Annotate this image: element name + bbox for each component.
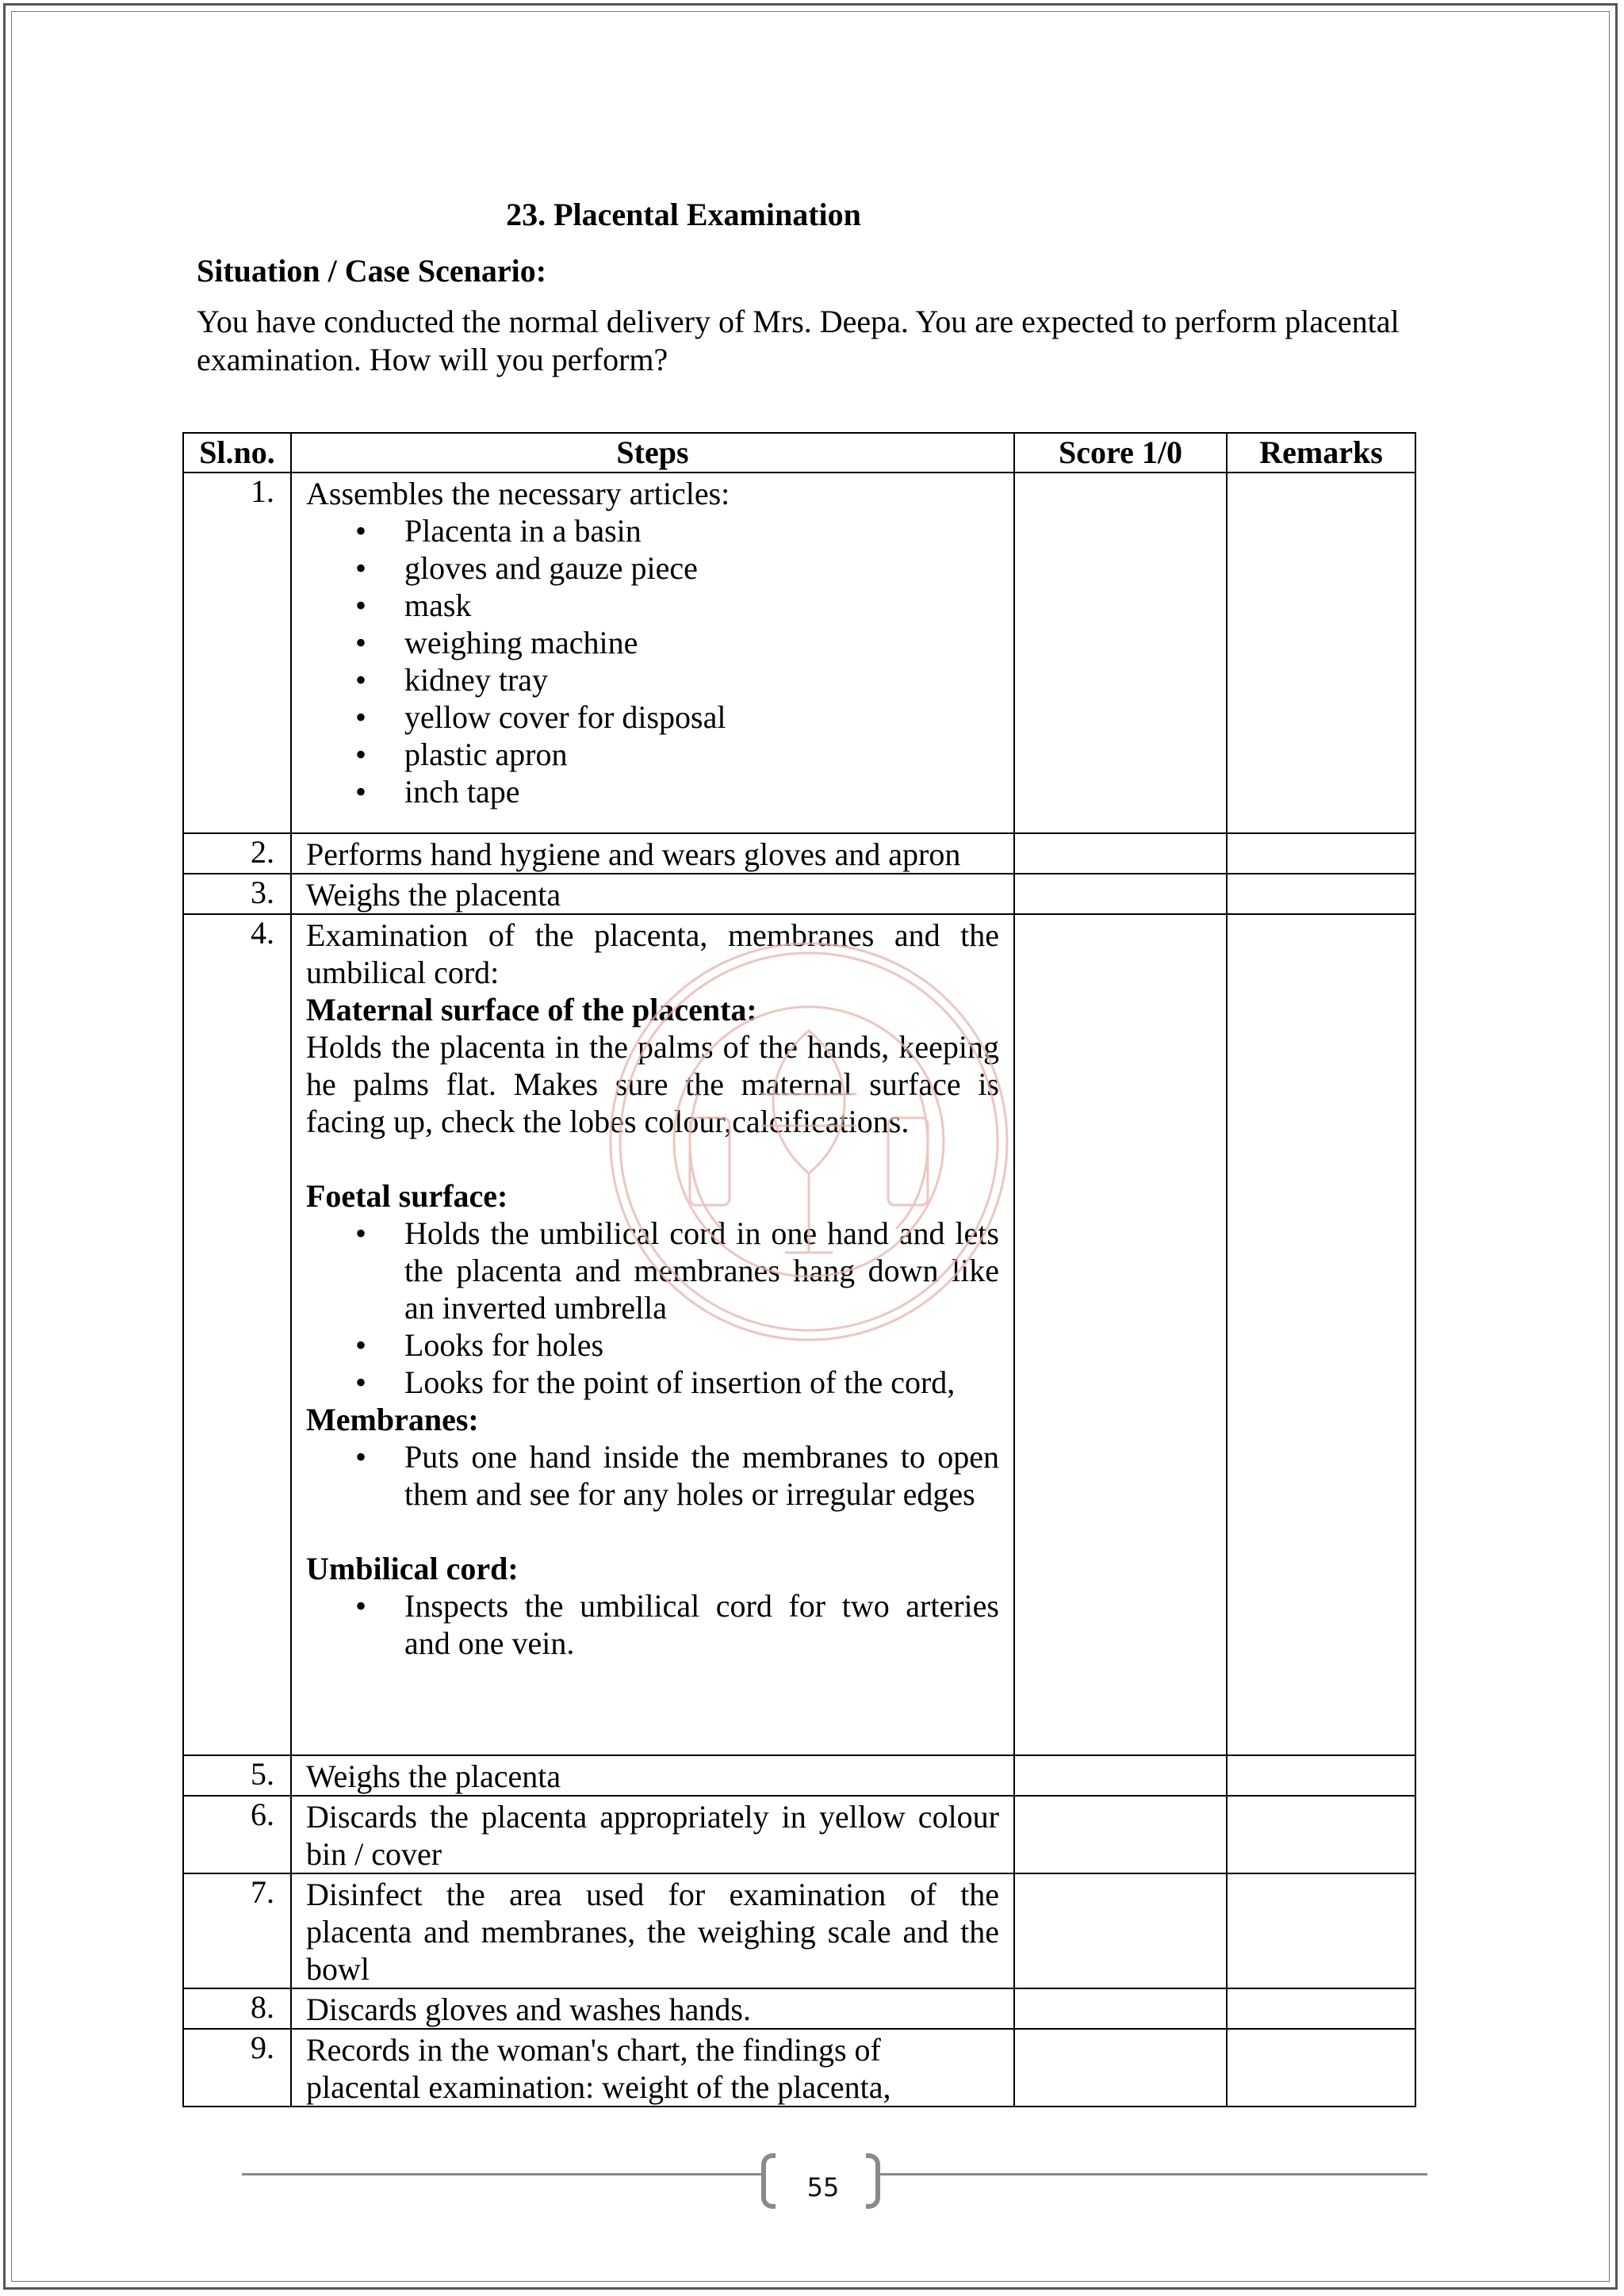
list-item: • Placenta in a basin (404, 512, 999, 549)
row-number: 7. (183, 1873, 291, 1988)
table-row (183, 1796, 1415, 1873)
row-number: 5. (183, 1755, 291, 1796)
steps-table (182, 432, 1416, 2107)
step-text: Examination of the placenta, membranes and the umbilical cord: (306, 917, 999, 990)
row-number: 3. (183, 874, 291, 914)
page-number-bracket-right (866, 2153, 880, 2209)
header-steps: Steps (291, 433, 1014, 473)
remarks-cell[interactable] (1227, 473, 1415, 833)
remarks-cell[interactable] (1227, 1988, 1415, 2029)
maternal-heading: Maternal surface of the placenta: (306, 992, 757, 1027)
list-item: • Holds the umbilical cord in one hand and lets the placenta and membranes hang down like an inverted umbrella (404, 1215, 999, 1326)
cord-heading: Umbilical cord: (306, 1551, 519, 1586)
table-row (183, 833, 1415, 874)
remarks-cell[interactable] (1227, 914, 1415, 1755)
table-header-row (183, 433, 1415, 473)
table-row (183, 473, 1415, 833)
list-item: • Puts one hand inside the membranes to open them and see for any holes or irregular edges (404, 1438, 999, 1513)
score-cell[interactable] (1014, 1755, 1227, 1796)
step-text: Disinfect the area used for examination of the placenta and membranes, the weighing scale and the bowl (291, 1873, 1014, 1988)
score-cell[interactable] (1014, 833, 1227, 874)
scenario-heading: Situation / Case Scenario: (197, 253, 547, 289)
list-item: • mask (404, 587, 999, 624)
row-number: 1. (183, 473, 291, 833)
list-item: • plastic apron (404, 736, 999, 773)
score-cell[interactable] (1014, 2029, 1227, 2107)
row-number: 4. (183, 914, 291, 1755)
page-title: 23. Placental Examination (506, 197, 861, 232)
remarks-cell[interactable] (1227, 2029, 1415, 2107)
list-item: • Inspects the umbilical cord for two arteries and one vein. (404, 1587, 999, 1662)
footer-rule-left (242, 2173, 765, 2175)
step-text: Weighs the placenta (291, 1755, 1014, 1796)
score-cell[interactable] (1014, 914, 1227, 1755)
list-item: • weighing machine (404, 624, 999, 661)
page-number: 55 (806, 2172, 840, 2202)
row-number: 6. (183, 1796, 291, 1873)
scenario-text: You have conducted the normal delivery of Mrs. Deepa. You are expected to perform placental examination. How will you perform? (197, 304, 1400, 377)
table-row (183, 1988, 1415, 2029)
list-item: • Looks for holes (404, 1326, 999, 1364)
table-row (183, 1873, 1415, 1988)
table-row (183, 914, 1415, 1755)
step-cell (291, 473, 1014, 833)
page-number-bracket-left (761, 2153, 776, 2209)
step-text: Assembles the necessary articles: (306, 476, 730, 511)
membranes-list (306, 1438, 999, 1513)
header-score: Score 1/0 (1014, 433, 1227, 473)
score-cell[interactable] (1014, 473, 1227, 833)
step-text: Performs hand hygiene and wears gloves and apron (291, 833, 1014, 874)
step-text: Discards the placenta appropriately in yellow colour bin / cover (291, 1796, 1014, 1873)
row-number: 9. (183, 2029, 291, 2107)
row-number: 8. (183, 1988, 291, 2029)
header-slno: Sl.no. (183, 433, 291, 473)
remarks-cell[interactable] (1227, 1796, 1415, 1873)
list-item: • yellow cover for disposal (404, 698, 999, 736)
remarks-cell[interactable] (1227, 874, 1415, 914)
table-row (183, 874, 1415, 914)
step-text: Discards gloves and washes hands. (291, 1988, 1014, 2029)
remarks-cell[interactable] (1227, 833, 1415, 874)
membranes-heading: Membranes: (306, 1402, 479, 1437)
step-text: Weighs the placenta (291, 874, 1014, 914)
table-row (183, 2029, 1415, 2107)
list-item: • gloves and gauze piece (404, 549, 999, 587)
cord-list (306, 1587, 999, 1662)
foetal-list (306, 1215, 999, 1401)
remarks-cell[interactable] (1227, 1873, 1415, 1988)
list-item: • kidney tray (404, 661, 999, 698)
table-row (183, 1755, 1415, 1796)
footer-rule-right (876, 2173, 1427, 2175)
articles-list (306, 512, 999, 810)
score-cell[interactable] (1014, 1796, 1227, 1873)
foetal-heading: Foetal surface: (306, 1178, 508, 1214)
score-cell[interactable] (1014, 874, 1227, 914)
list-item: • inch tape (404, 773, 999, 810)
maternal-text: Holds the placenta in the palms of the hands, keeping he palms flat. Makes sure the maternal surface is facing up, check the lobes colour,calcifications. (306, 1029, 999, 1139)
row-number: 2. (183, 833, 291, 874)
list-item: • Looks for the point of insertion of the cord, (404, 1364, 999, 1401)
score-cell[interactable] (1014, 1873, 1227, 1988)
score-cell[interactable] (1014, 1988, 1227, 2029)
header-remarks: Remarks (1227, 433, 1415, 473)
step-text: Records in the woman's chart, the findings of placental examination: weight of the placenta, (291, 2029, 1014, 2107)
step-cell (291, 914, 1014, 1755)
remarks-cell[interactable] (1227, 1755, 1415, 1796)
